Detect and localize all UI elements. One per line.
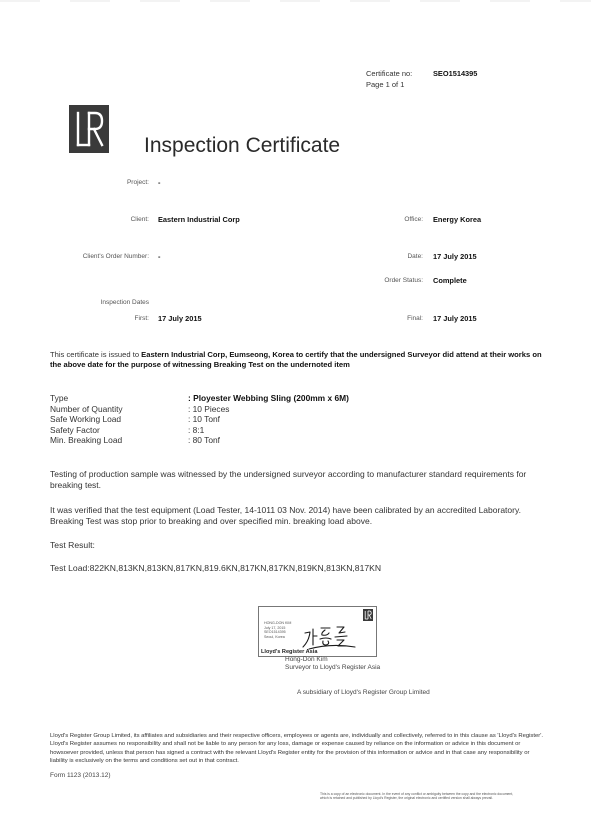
certificate-no-label: Certificate no:: [366, 69, 413, 78]
final-date-value: 17 July 2015: [433, 314, 477, 323]
spec-value: : 10 Pieces: [188, 403, 230, 414]
test-load-values: Test Load:822KN,813KN,813KN,817KN,819.6KN,817KN,817KN,819KN,813KN,817KN: [50, 563, 382, 573]
office-value: Energy Korea: [433, 215, 482, 224]
spec-label: Number of Quantity: [50, 403, 123, 414]
spec-label: Min. Breaking Load: [50, 435, 123, 446]
statement-intro: This certificate is issued to: [50, 350, 142, 359]
surveyor-title: Surveyor to Lloyd's Register Asia: [285, 664, 381, 671]
surveyor-name: Hong-Don Kim: [285, 656, 328, 663]
statement-body: Eastern Industrial Corp, Eumseong, Korea to certify that the undersigned Surveyor did attend at their works on the above date for the purpose of witnessing Breaking Test on the undernoted item: [50, 350, 542, 369]
spec-label: Type: [50, 393, 69, 403]
office-label: Office:: [404, 216, 423, 223]
electronic-copy-note: [320, 792, 513, 801]
paragraph-witness: Testing of production sample was witnessed by the undersigned surveyor according to manufacturer standard requirements for breaking test.: [50, 469, 527, 490]
electronic-note-line: which is retained and published by Lloyd's Register, the original electronic and certified version shall always prevail.: [320, 796, 493, 801]
handwritten-signature: [301, 619, 359, 651]
client-order-label: Client's Order Number:: [82, 253, 149, 260]
first-date-label: First:: [134, 315, 149, 322]
project-value: -: [158, 178, 161, 187]
spec-value: : 80 Tonf: [188, 435, 220, 446]
inspection-dates-label: Inspection Dates: [100, 299, 149, 306]
stamp-organization: Lloyd's Register Asia: [261, 649, 318, 655]
legal-disclaimer: Lloyd's Register Group Limited, its affiliates and subsidiaries and their respective officers, employees or agents are, individually and collectively, referred to in this clause as 'Lloyd's Register'. Lloyd's Register assumes no responsibility and shall not be liable to any person for any loss, damage or expense caused by reliance on the information or advice in this document or howsoever provided, unless that person has signed a contract with the relevant Lloyd's Register entity for the provision of this information or advice and in that case any responsibility or liability is exclusively on the terms and conditions set out in that contract.: [50, 733, 544, 765]
spec-value: : 8:1: [188, 424, 205, 435]
form-number: Form 1123 (2013.12): [50, 772, 111, 779]
paragraph-calibration: It was verified that the test equipment (Load Tester, 14-1011 03 Nov. 2014) have been calibrated by an accredited Laboratory. Breaking Test was stop prior to breaking and over specified min. breaking load above.: [50, 505, 521, 526]
page-indicator: Page 1 of 1: [366, 80, 405, 89]
stamp-logo-icon: [363, 609, 373, 621]
client-label: Client:: [130, 216, 149, 223]
page-title: Inspection Certificate: [144, 134, 341, 157]
final-date-label: Final:: [407, 315, 423, 322]
spec-label: Safety Factor: [50, 424, 100, 435]
electronic-note-line: This is a copy of an electronic document. In the event of any conflict or ambiguity between the copy and the electronic document,: [320, 792, 514, 796]
project-label: Project:: [126, 179, 149, 186]
first-date-value: 17 July 2015: [158, 314, 202, 323]
date-value: 17 July 2015: [433, 252, 477, 261]
certification-statement: [50, 350, 550, 370]
stamp-details: HONG-DON KIM July 17, 2015 SEO1514395 Seoul, Korea: [264, 621, 292, 639]
spec-value: : 10 Tonf: [188, 414, 220, 425]
certificate-no-value: SEO1514395: [433, 69, 478, 78]
test-result-heading: Test Result:: [50, 540, 95, 550]
spec-label: Safe Working Load: [50, 414, 122, 425]
client-value: Eastern Industrial Corp: [158, 215, 240, 224]
subsidiary-note: A subsidiary of Lloyd's Register Group Limited: [297, 689, 430, 696]
client-order-value: -: [158, 252, 161, 261]
surveyor-stamp: [258, 606, 377, 657]
order-status-value: Complete: [433, 276, 467, 285]
order-status-label: Order Status:: [384, 277, 423, 284]
spec-values: [188, 393, 349, 446]
date-label: Date:: [407, 253, 423, 260]
scan-edge-line: [0, 0, 591, 2]
lloyds-register-logo-icon: [69, 105, 109, 153]
spec-value-type: : Ployester Webbing Sling (200mm x 6M): [188, 393, 349, 403]
spec-labels: [50, 393, 123, 446]
